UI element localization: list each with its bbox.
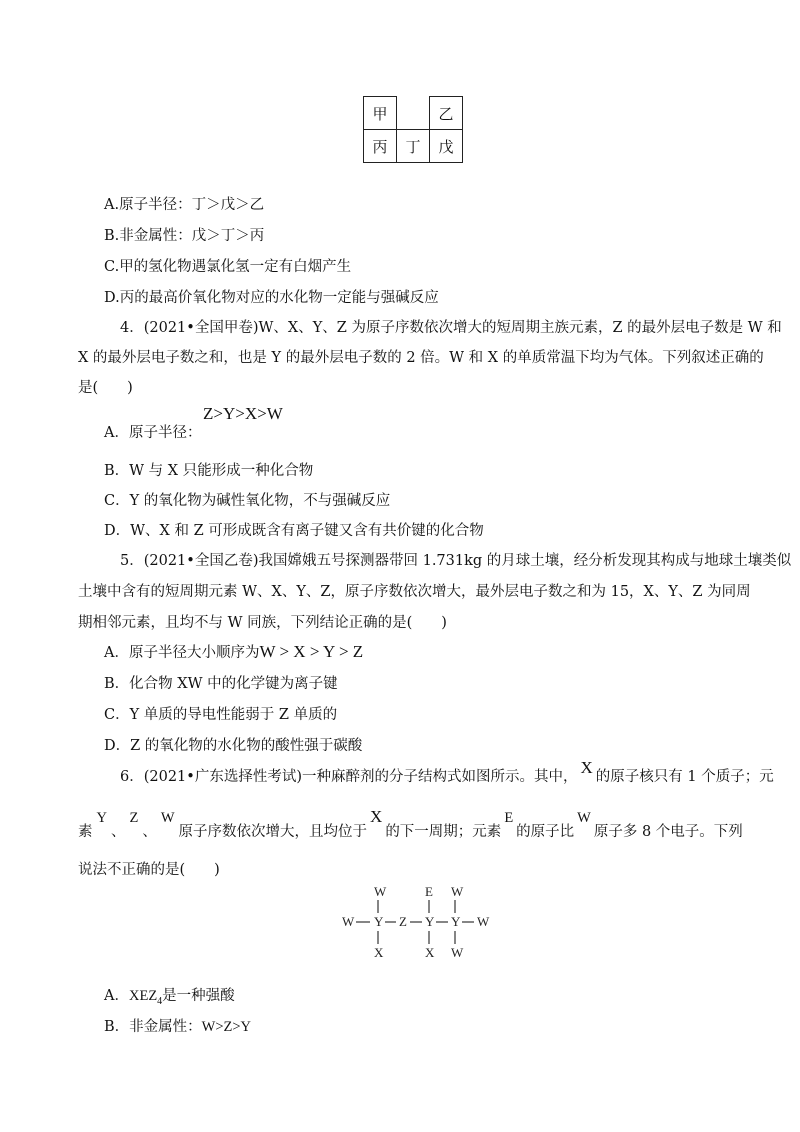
q4-stem-line2: X 的最外层电子数之和，也是 Y 的最外层电子数的 2 倍。W 和 X 的单质常温下均为气体。下列叙述正确的: [78, 350, 764, 366]
cell-ding: 丁: [397, 130, 430, 163]
struct-mid-y2: Y: [425, 914, 435, 929]
q6-option-a: A．$XEZ_4$是一种强酸: [104, 988, 235, 1007]
q5-stem-line3: 期相邻元素，且均不与 W 同族，下列结论正确的是( ): [78, 615, 447, 631]
q4-stem-line1: 4．(2021•全国甲卷)W、X、Y、Z 为原子序数依次增大的短周期主族元素，Z 的最外层电子数是 W 和: [120, 320, 782, 336]
struct-mid-w: W: [342, 914, 355, 929]
cell-wu: 戊: [430, 130, 463, 163]
q5-stem-line1: 5．(2021•全国乙卷)我国嫦娥五号探测器带回 1.731kg 的月球土壤，经分析发现其构成与地球土壤类似: [120, 553, 792, 569]
q4-option-c: C．Y 的氧化物为碱性氧化物，不与强碱反应: [104, 493, 391, 509]
q5-option-a-formula: W > X > Y > Z: [259, 642, 364, 661]
q6-symbol-e: E: [504, 810, 514, 826]
struct-mid-y1: Y: [374, 914, 384, 929]
q3-option-b: B.非金属性：戊＞丁＞丙: [104, 228, 265, 244]
q6-symbol-w: W: [160, 810, 175, 826]
q4-option-a: A．原子半径：: [104, 425, 202, 441]
q6-option-b: B．非金属性：W>Z>Y: [104, 1019, 252, 1035]
q6-symbol-x: X: [580, 758, 593, 777]
struct-mid-y3: Y: [451, 914, 461, 929]
cell-yi: 乙: [430, 97, 463, 130]
q6-stem-line1: 6．(2021•广东选择性考试)一种麻醉剂的分子结构式如图所示。其中， X 的原子核只有 1 个质子；元: [120, 758, 774, 785]
q6-stem-line2: 素Y、Z、W原子序数依次增大，且均位于X的下一周期；元素E的原子比W原子多 8 个电子。下列: [78, 807, 743, 840]
cell-jia: 甲: [364, 97, 397, 130]
q3-option-a: A.原子半径：丁＞戊＞乙: [104, 197, 265, 213]
q5-option-b: B．化合物 XW 中的化学键为离子键: [104, 676, 338, 692]
struct-top-w2: W: [451, 884, 464, 899]
q6-symbol-x2: X: [370, 807, 383, 826]
q5-option-a: A．原子半径大小顺序为W > X > Y > Z: [104, 642, 364, 661]
struct-top-e: E: [425, 884, 433, 899]
struct-bottom-x1: X: [374, 945, 384, 960]
struct-mid-z: Z: [399, 914, 407, 929]
struct-bottom-w: W: [451, 945, 464, 960]
cell-bing: 丙: [364, 130, 397, 163]
struct-bottom-x2: X: [425, 945, 435, 960]
q4-option-d: D．W、X 和 Z 可形成既含有离子键又含有共价键的化合物: [104, 523, 484, 539]
q3-option-c: C.甲的氢化物遇氯化氢一定有白烟产生: [104, 259, 352, 275]
q5-stem-line2: 土壤中含有的短周期元素 W、X、Y、Z，原子序数依次增大，最外层电子数之和为 15，X、Y、Z 为同周: [78, 584, 751, 600]
q4-option-b: B．W 与 X 只能形成一种化合物: [104, 463, 314, 479]
struct-mid-w-right: W: [477, 914, 490, 929]
cell-empty: [397, 97, 430, 130]
q6-symbol-w2: W: [577, 810, 591, 826]
q4-option-a-formula: Z>Y>X>W: [203, 404, 283, 423]
q6-symbol-y: Y: [96, 810, 107, 826]
molecular-structure-diagram: [336, 884, 496, 964]
struct-top-w1: W: [374, 884, 387, 899]
q6-symbol-z: Z: [129, 810, 139, 826]
q5-option-d: D．Z 的氧化物的水化物的酸性强于碳酸: [104, 738, 363, 754]
q6-option-b-formula: W>Z>Y: [201, 1019, 252, 1035]
q4-stem-line3: 是( ): [78, 380, 133, 396]
q6-stem-line3: 说法不正确的是( ): [78, 862, 220, 878]
q3-option-d: D.丙的最高价氧化物对应的水化物一定能与强碱反应: [104, 290, 439, 306]
q5-option-c: C．Y 单质的导电性能弱于 Z 单质的: [104, 707, 338, 723]
periodic-table-fragment: [363, 96, 463, 163]
